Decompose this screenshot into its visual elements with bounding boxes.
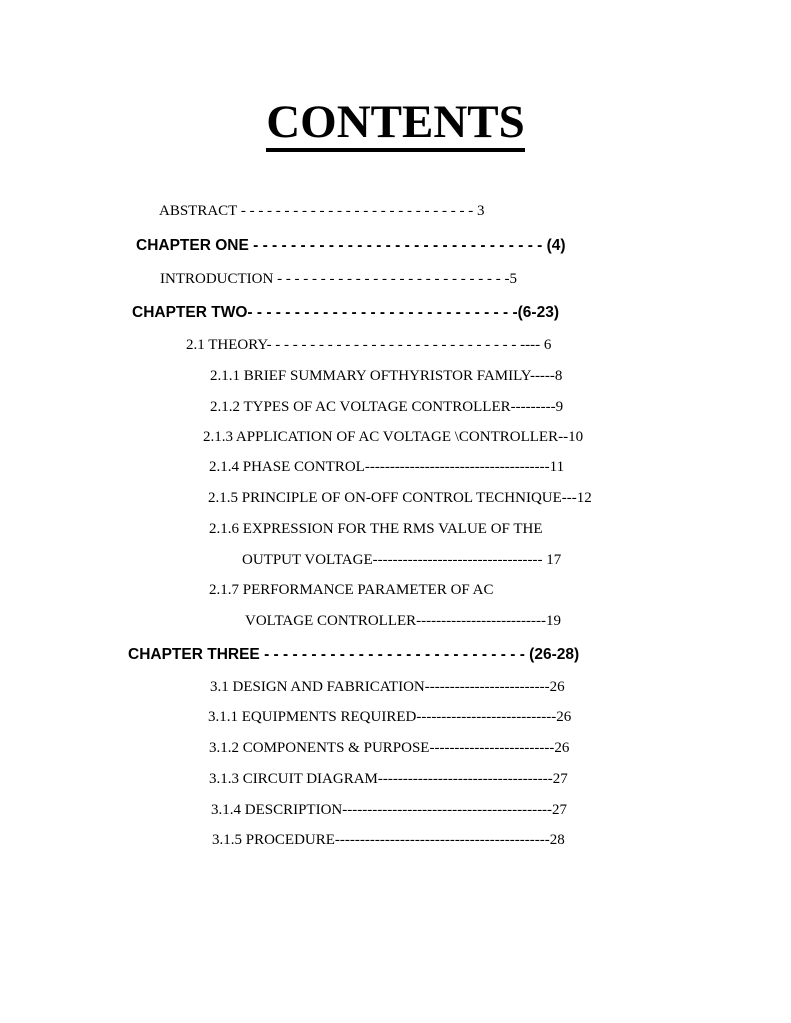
toc-entry-2-1-7: 2.1.7 PERFORMANCE PARAMETER OF AC: [209, 582, 494, 598]
toc-entry-3-1-2: 3.1.2 COMPONENTS & PURPOSE-------------------------26: [209, 740, 570, 756]
toc-chapter-one: CHAPTER ONE - - - - - - - - - - - - - - - - - - - - - - - - - - - - - - - (4): [136, 237, 566, 254]
toc-entry-introduction: INTRODUCTION - - - - - - - - - - - - - - - - - - - - - - - - - - -5: [160, 271, 517, 287]
toc-entry-2-1: 2.1 THEORY- - - - - - - - - - - - - - - - - - - - - - - - - - - - - ---- 6: [186, 337, 552, 353]
toc-entry-3-1: 3.1 DESIGN AND FABRICATION-------------------------26: [210, 679, 565, 695]
toc-entry-3-1-5: 3.1.5 PROCEDURE-------------------------------------------28: [212, 832, 565, 848]
toc-entry-2-1-6-cont: OUTPUT VOLTAGE---------------------------------- 17: [242, 552, 562, 568]
toc-entry-2-1-4: 2.1.4 PHASE CONTROL-------------------------------------11: [209, 459, 565, 475]
toc-entry-3-1-3: 3.1.3 CIRCUIT DIAGRAM-----------------------------------27: [209, 771, 568, 787]
toc-chapter-three: CHAPTER THREE - - - - - - - - - - - - - - - - - - - - - - - - - - - - (26-28): [128, 646, 580, 663]
toc-entry-2-1-5: 2.1.5 PRINCIPLE OF ON-OFF CONTROL TECHNIQUE---12: [208, 490, 592, 506]
page-title: CONTENTS: [0, 94, 791, 150]
toc-entry-2-1-3: 2.1.3 APPLICATION OF AC VOLTAGE \CONTROLLER--10: [203, 429, 584, 445]
toc-entry-2-1-7-cont: VOLTAGE CONTROLLER--------------------------19: [245, 613, 562, 629]
toc-entry-2-1-2: 2.1.2 TYPES OF AC VOLTAGE CONTROLLER---------9: [210, 399, 564, 415]
toc-entry-3-1-1: 3.1.1 EQUIPMENTS REQUIRED----------------------------26: [208, 709, 572, 725]
toc-entry-2-1-1: 2.1.1 BRIEF SUMMARY OFTHYRISTOR FAMILY-----8: [210, 368, 563, 384]
toc-entry-abstract: ABSTRACT - - - - - - - - - - - - - - - - - - - - - - - - - - - 3: [159, 203, 485, 219]
toc-entry-2-1-6: 2.1.6 EXPRESSION FOR THE RMS VALUE OF THE: [209, 521, 543, 537]
toc-chapter-two: CHAPTER TWO- - - - - - - - - - - - - - - - - - - - - - - - - - - - -(6-23): [132, 304, 559, 321]
toc-entry-3-1-4: 3.1.4 DESCRIPTION------------------------------------------27: [211, 802, 568, 818]
